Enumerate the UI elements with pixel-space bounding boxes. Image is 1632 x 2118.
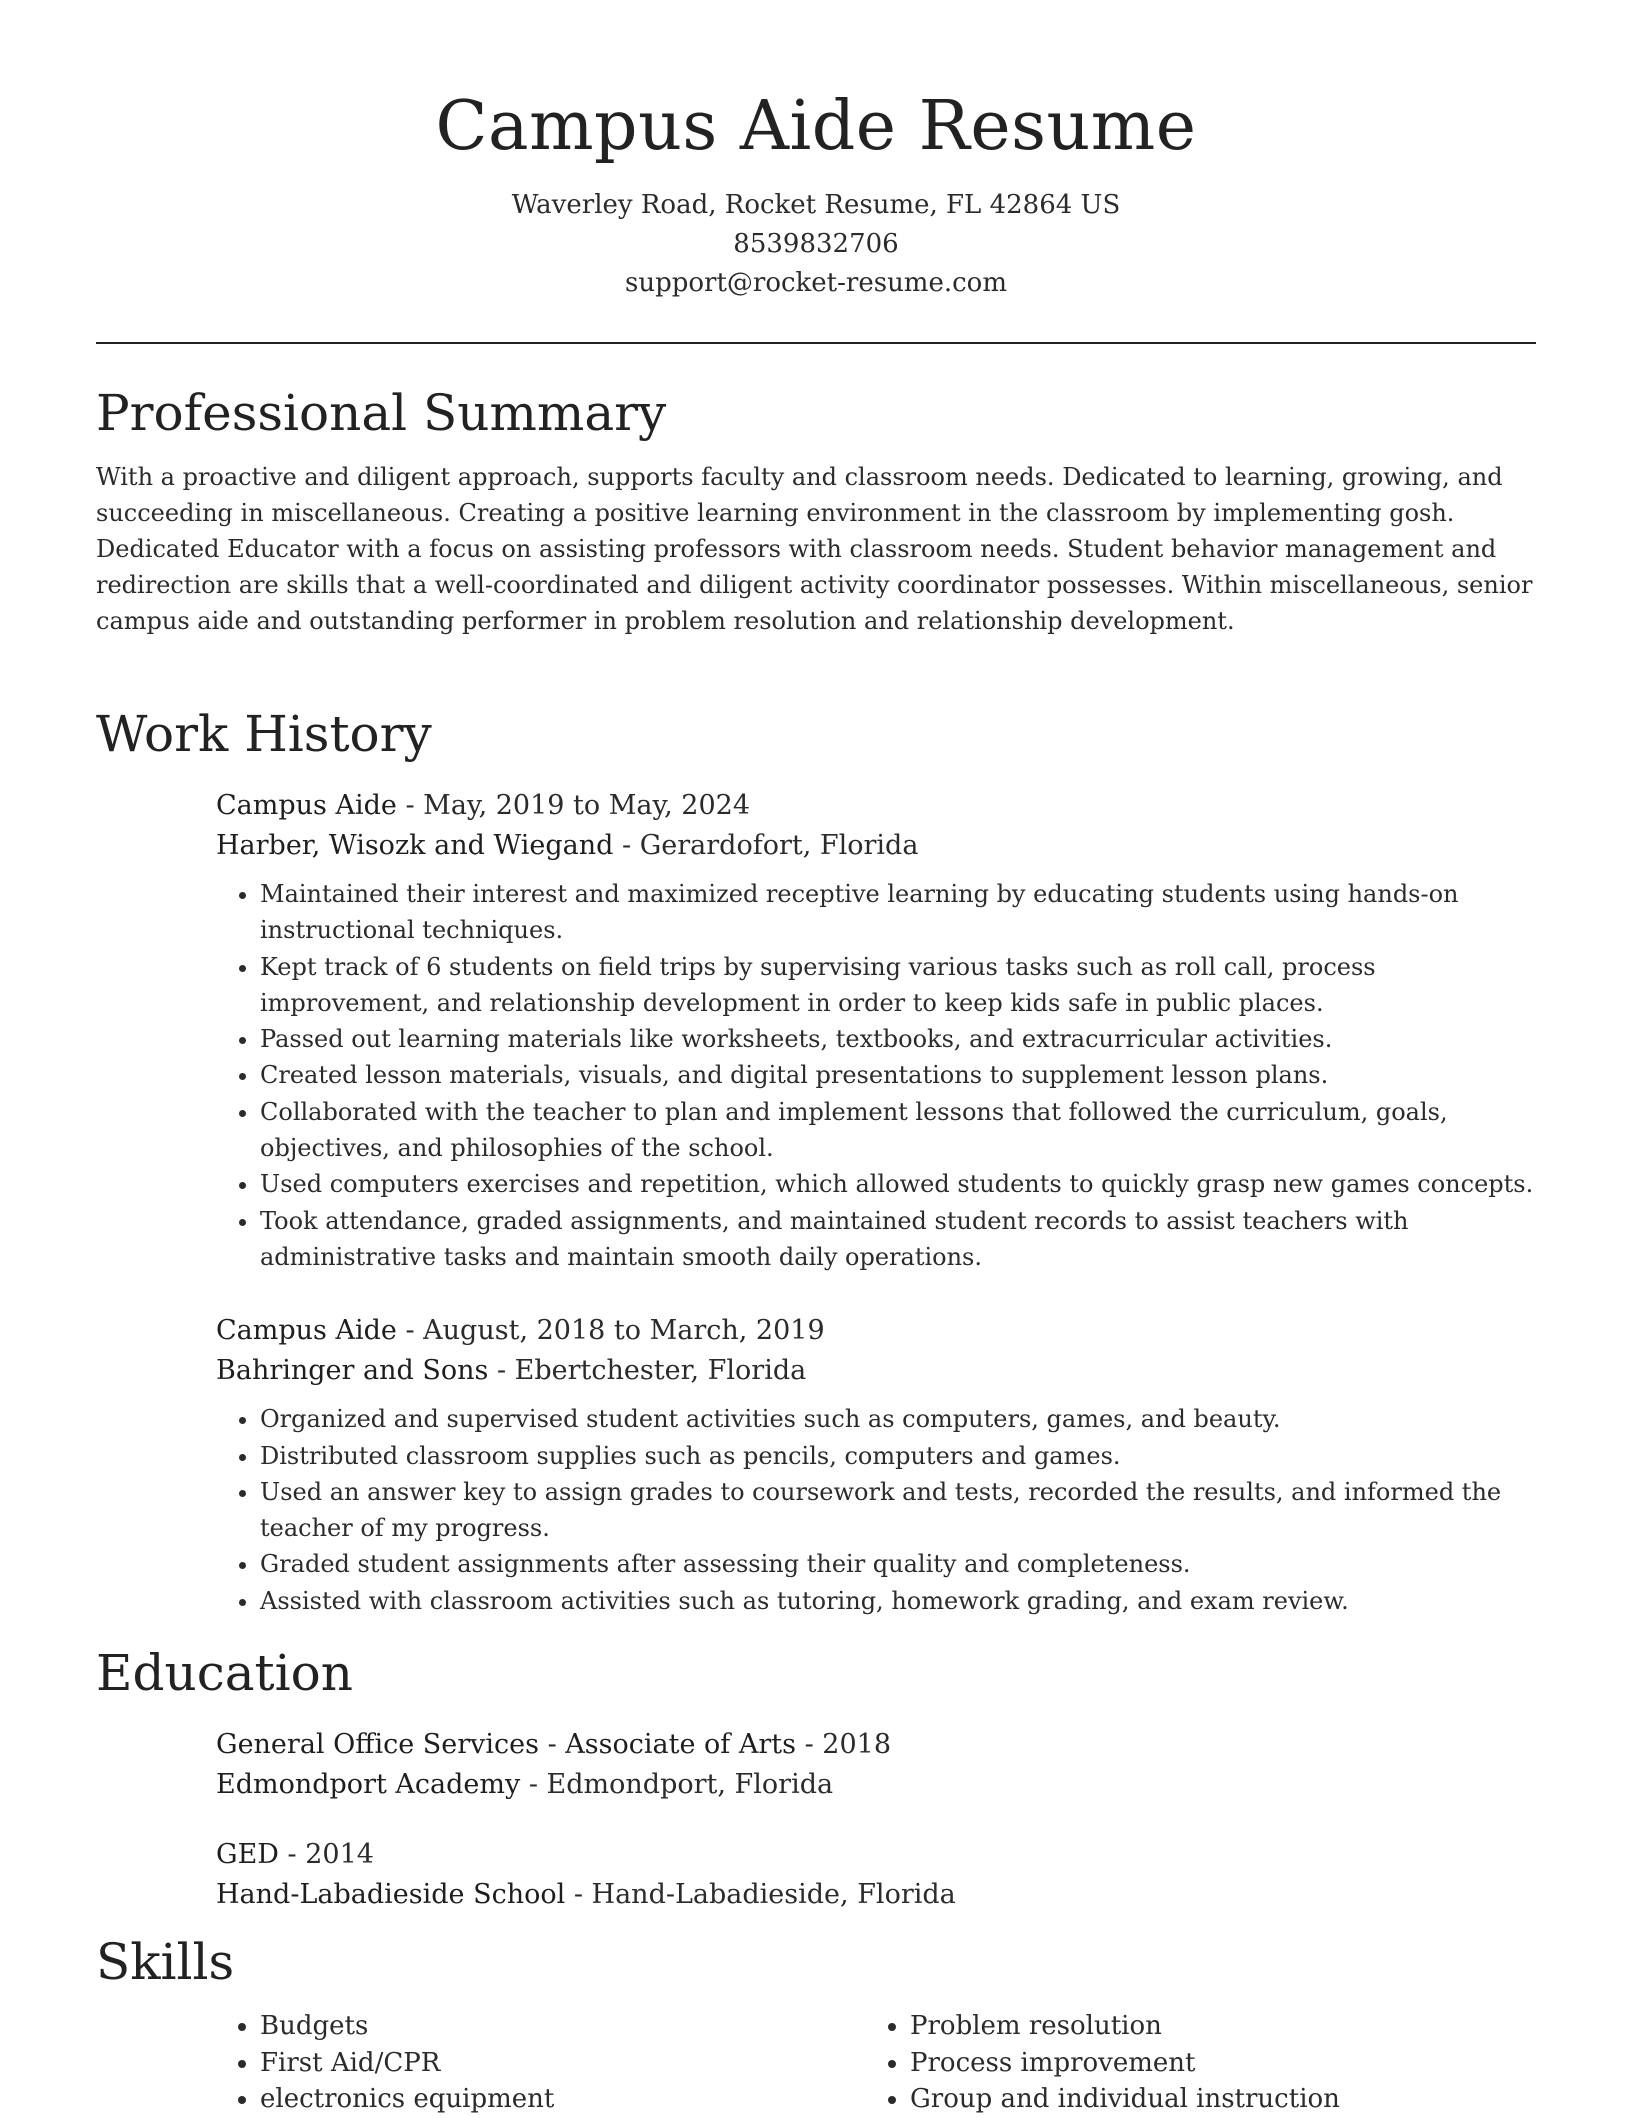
summary-section [96, 381, 1536, 639]
job-duty-item: • Created lesson materials, visuals, and digital presentations to supplement lesson plans. [260, 1057, 1536, 1093]
program-name: General Office Services [216, 1729, 539, 1760]
job-duty-item: • Used an answer key to assign grades to coursework and tests, recorded the results, and informed the teacher of my progress. [260, 1474, 1536, 1547]
education-entry [216, 1725, 1536, 1805]
skill-item: • Budgets [260, 2008, 866, 2045]
job-company: Bahringer and Sons [216, 1355, 489, 1387]
address-text: Waverley Road, Rocket Resume, FL 42864 US [511, 190, 1121, 220]
job-company-line: Harber, Wisozk and Wiegand - Gerardofort, Florida [216, 830, 919, 861]
job-location: Ebertchester, Florida [514, 1355, 807, 1387]
resume-header [0, 82, 1632, 303]
education-entry [216, 1835, 1536, 1915]
skill-item: • Group and individual instruction [910, 2081, 1516, 2118]
school-location: Hand-Labadieside, Florida [591, 1879, 956, 1910]
education-heading: Education [96, 1644, 353, 1702]
job-entry [216, 786, 1536, 1275]
skill-item: • First Aid/CPR [260, 2045, 866, 2082]
skills-heading: Skills [96, 1933, 235, 1991]
job-title-line: Campus Aide - August, 2018 to March, 2019 [216, 1315, 825, 1347]
program-name: GED [216, 1839, 279, 1870]
skills-columns [216, 2008, 1536, 2118]
degree-line: General Office Services - Associate of Arts - 2018 [216, 1729, 891, 1760]
job-duty-item: • Passed out learning materials like worksheets, textbooks, and extracurricular activities. [260, 1021, 1536, 1057]
work-history-section [96, 702, 1536, 1619]
work-history-heading: Work History [96, 705, 432, 763]
job-entry [216, 1311, 1536, 1619]
job-company-line: Bahringer and Sons - Ebertchester, Florida [216, 1355, 807, 1387]
summary-text: With a proactive and diligent approach, supports faculty and classroom needs. Dedicated to learning, growing, and succeeding in miscellaneous. Creating a positive learning environment in the classroom by implementing gosh. Dedicated Educator with a focus on assisting professors with classroom needs. Student behavior management and redirection are skills that a well-coordinated and diligent activity coordinator possesses. Within miscellaneous, senior campus aide and outstanding performer in problem resolution and relationship development. [96, 463, 1533, 635]
school-location: Edmondport, Florida [546, 1769, 834, 1800]
job-duty-item: • Assisted with classroom activities such as tutoring, homework grading, and exam review. [260, 1583, 1536, 1619]
degree-line: GED - 2014 [216, 1839, 374, 1870]
job-duty-item: • Took attendance, graded assignments, and maintained student records to assist teachers with administrative tasks and maintain smooth daily operations. [260, 1203, 1536, 1276]
skills-list-left [216, 2008, 866, 2118]
job-location: Gerardofort, Florida [639, 830, 919, 861]
job-company: Harber, Wisozk and Wiegand [216, 830, 614, 861]
job-dates: August, 2018 to March, 2019 [423, 1315, 825, 1347]
job-duty-item: • Organized and supervised student activities such as computers, games, and beauty. [260, 1401, 1536, 1437]
job-duty-item: • Kept track of 6 students on field trips by supervising various tasks such as roll call, process improvement, and relationship development in order to keep kids safe in public places. [260, 949, 1536, 1022]
job-duty-item: • Collaborated with the teacher to plan and implement lessons that followed the curriculum, goals, objectives, and philosophies of the school. [260, 1094, 1536, 1167]
degree-name: Associate of Arts [565, 1729, 796, 1760]
header-divider [96, 342, 1536, 344]
job-duty-item: • Used computers exercises and repetition, which allowed students to quickly grasp new games concepts. [260, 1166, 1536, 1202]
email-text: support@rocket-resume.com [624, 268, 1007, 298]
job-duties-list [216, 1401, 1536, 1619]
education-section [96, 1641, 1536, 1915]
school-line: Hand-Labadieside School - Hand-Labadieside, Florida [216, 1879, 956, 1910]
skill-item: • Process improvement [910, 2045, 1516, 2082]
job-duty-item: • Graded student assignments after assessing their quality and completeness. [260, 1546, 1536, 1582]
skills-list-right [866, 2008, 1516, 2118]
job-title: Campus Aide [216, 790, 397, 821]
skills-section [96, 1930, 1536, 2118]
job-duties-list [216, 876, 1536, 1275]
job-duty-item: • Maintained their interest and maximized receptive learning by educating students using hands-on instructional techniques. [260, 876, 1536, 949]
school-name: Edmondport Academy [216, 1769, 521, 1800]
job-duty-item: • Distributed classroom supplies such as pencils, computers and games. [260, 1438, 1536, 1474]
job-title: Campus Aide [216, 1315, 397, 1347]
skill-item: • electronics equipment [260, 2081, 866, 2118]
school-name: Hand-Labadieside School [216, 1879, 566, 1910]
contact-info [0, 186, 1632, 303]
skill-item: • Problem resolution [910, 2008, 1516, 2045]
graduation-year: 2018 [822, 1729, 891, 1760]
job-dates: May, 2019 to May, 2024 [423, 790, 751, 821]
job-title-line: Campus Aide - May, 2019 to May, 2024 [216, 790, 751, 821]
phone-text: 8539832706 [733, 229, 899, 259]
school-line: Edmondport Academy - Edmondport, Florida [216, 1769, 834, 1800]
graduation-year: 2014 [305, 1839, 374, 1870]
resume-title: Campus Aide Resume [435, 87, 1197, 166]
summary-heading: Professional Summary [96, 384, 667, 442]
